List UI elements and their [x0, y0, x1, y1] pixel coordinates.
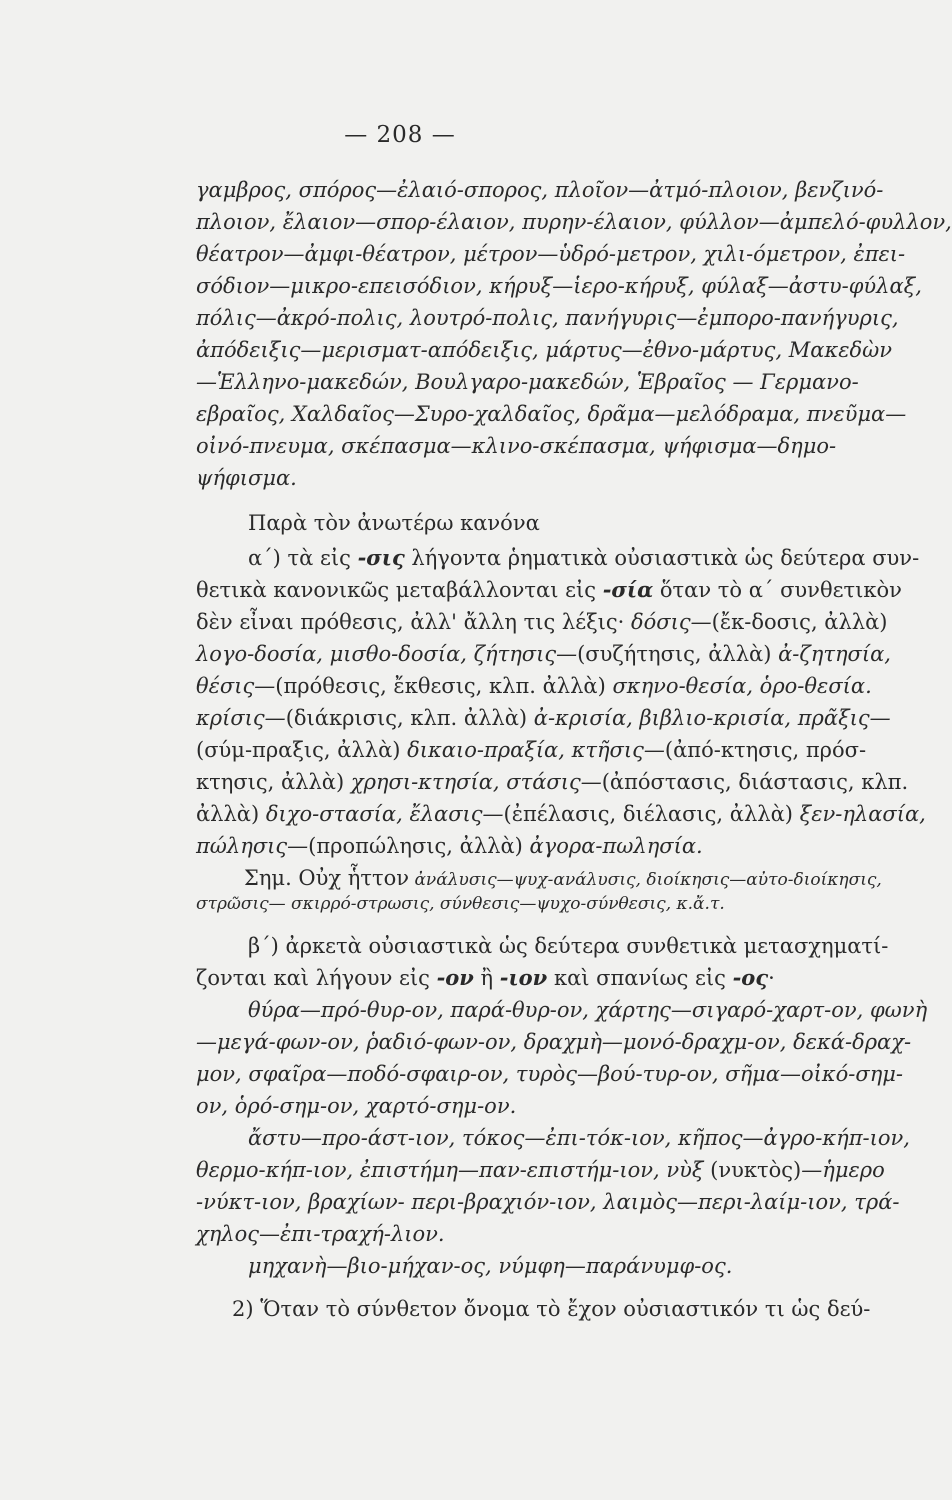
example-text: λογο-δοσία, μισθο-δοσία, ζήτησις— [196, 642, 578, 666]
rule-b-line: β΄) ἀρκετὰ οὐσιαστικὰ ὡς δεύτερα συνθετικὰ μετασχηματί- [248, 934, 889, 958]
example-line: μηχανὴ—βιο-μήχαν-ος, νύμφη—παράνυμφ-ος. [248, 1254, 733, 1278]
page-number: — 208 — [344, 122, 456, 148]
example-line: χηλος—ἐπι-τραχή-λιον. [196, 1222, 445, 1246]
example-text: διχο-στασία, ἔλασις— [259, 802, 504, 826]
suffix-term: -σία [602, 577, 654, 602]
note-line [244, 865, 952, 893]
rule-b-text: ζονται καὶ λήγουν εἰς [196, 966, 437, 990]
rule-b-text: ἢ [473, 966, 500, 990]
rule-a-line [196, 737, 916, 763]
rule-b-text: καὶ σπανίως εἰς [547, 966, 733, 990]
example-line [196, 1157, 916, 1183]
rule-a-text: (ἀπόστασις, διάστασις, κλπ. [601, 770, 909, 794]
text-line: ψήφισμα. [196, 466, 297, 490]
example-text: ἀ-κρισία, βιβλιο-κρισία, πρᾶξις— [527, 706, 891, 730]
rule-a-text: (ἐπέλασις, διέλασις, ἀλλὰ) [503, 802, 793, 826]
example-text: κρίσις— [196, 706, 286, 730]
text-line: σόδιον—μικρο-επεισόδιον, κήρυξ—ἱερο-κήρυξ, φύλαξ—ἀστυ-φύλαξ, [196, 274, 922, 298]
rule-a-text: (προπώλησις, ἀλλὰ) [308, 834, 523, 858]
example-text: ξεν-ηλασία, [792, 802, 926, 826]
rule-a-text: (ἀπό-κτησις, πρόσ- [664, 738, 867, 762]
example-line: -νύκτ-ιον, βραχίων- περι-βραχιόν-ιον, λαιμὸς—περι-λαίμ-ιον, τρά- [196, 1190, 900, 1214]
example-text: σκηνο-θεσία, ὁρο-θεσία. [605, 674, 872, 698]
rule-a-line [196, 801, 926, 827]
rule-a-line [196, 609, 916, 635]
rule-b-text: (νυκτὸς) [710, 1158, 802, 1182]
text-line: οἰνό-πνευμα, σκέπασμα—κλινο-σκέπασμα, ψήφισμα—δημο- [196, 434, 837, 458]
rule-a-text: (πρόθεσις, ἔκθεσις, κλπ. ἀλλὰ) [275, 674, 606, 698]
example-line: ἄστυ—προ-άστ-ιον, τόκος—ἐπι-τόκ-ιον, κῆπος—ἀγρο-κήπ-ιον, [248, 1126, 910, 1150]
example-line: —μεγά-φων-ον, ῥαδιό-φων-ον, δραχμὴ—μονό-δραχμ-ον, δεκά-δραχ- [196, 1030, 912, 1054]
example-text: δικαιο-πραξία, κτῆσις— [400, 738, 665, 762]
rule-a-text: (συζήτησις, ἀλλὰ) [577, 642, 772, 666]
example-line: ον, ὁρό-σημ-ον, χαρτό-σημ-ον. [196, 1094, 517, 1118]
rule-a-line [196, 673, 916, 699]
text-line: ἀπόδειξις—μερισματ-απόδειξις, μάρτυς—ἐθνο-μάρτυς, Μακεδὼν [196, 338, 893, 362]
rule-a-line [196, 705, 916, 731]
rule-a-line [196, 833, 916, 859]
rule-a-line [196, 641, 916, 667]
example-line: θύρα—πρό-θυρ-ον, παρά-θυρ-ον, χάρτης—σιγαρό-χαρτ-ον, φωνὴ [248, 998, 928, 1022]
example-text: θέσις— [196, 674, 276, 698]
rule-a-text: ὅταν τὸ α΄ συνθετικὸν [653, 578, 902, 602]
text-line: πλοιον, ἔλαιον—σπορ-έλαιον, πυρην-έλαιον, φύλλον—ἀμπελό-φυλλον, [196, 210, 952, 234]
text-line: πόλις—ἀκρό-πολις, λουτρό-πολις, πανήγυρις—ἐμπορο-πανήγυρις, [196, 306, 899, 330]
suffix-term: -ος [732, 965, 769, 990]
rule-b-text: · [768, 966, 775, 990]
example-text: —ἡμερο [801, 1158, 885, 1182]
rule-a-text: λήγοντα ῥηματικὰ οὐσιαστικὰ ὡς δεύτερα συν- [404, 546, 920, 570]
text-line: γαμβρος, σπόρος—ἐλαιό-σπορος, πλοῖον—ἀτμό-πλοιον, βενζινό- [196, 178, 884, 202]
example-text: πώλησις— [196, 834, 309, 858]
example-text: δόσις— [624, 610, 712, 634]
rule-a-text: (ἔκ-δοσις, ἀλλὰ) [711, 610, 888, 634]
note-label: Σημ. Οὐχ ἧττον [244, 866, 410, 890]
rule-2-line: 2) Ὅταν τὸ σύνθετον ὄνομα τὸ ἔχον οὐσιαστικόν τι ὡς δεύ- [232, 1297, 871, 1321]
suffix-term: -ον [436, 965, 474, 990]
example-text: ἀγορα-πωλησία. [522, 834, 703, 858]
rule-a-line [248, 545, 952, 571]
rule-a-text: θετικὰ κανονικῶς μεταβάλλονται εἰς [196, 578, 603, 602]
example-text: ἀ-ζητησία, [771, 642, 891, 666]
rule-a-line [196, 769, 916, 795]
suffix-term: -ιον [499, 965, 548, 990]
text-line: —Ἑλληνο-μακεδών, Βουλγαρο-μακεδών, Ἑβραῖος — Γερμανο- [196, 370, 859, 394]
rule-a-text: ἀλλὰ) [196, 802, 260, 826]
example-line: μον, σφαῖρα—ποδό-σφαιρ-ον, τυρὸς—βού-τυρ-ον, σῆμα—οἰκό-σημ- [196, 1062, 904, 1086]
text-line: θέατρον—ἀμφι-θέατρον, μέτρον—ὑδρό-μετρον, χιλι-όμετρον, ἐπει- [196, 242, 906, 266]
rule-a-line [196, 577, 916, 603]
rule-a-text: (διάκρισις, κλπ. ἀλλὰ) [285, 706, 528, 730]
example-text: χρησι-κτησία, στάσις— [344, 770, 602, 794]
note-line-2: στρῶσις— σκιρρό-στρωσις, σύνθεσις—ψυχο-σύνθεσις, κ.ἄ.τ. [196, 894, 725, 914]
rule-a-text: κτησις, ἀλλὰ) [196, 770, 345, 794]
example-text: θερμο-κήπ-ιον, ἐπιστήμη—παν-επιστήμ-ιον, νὺξ [196, 1158, 711, 1182]
text-line: εβραῖος, Χαλδαῖος—Συρο-χαλδαῖος, δρᾶμα—μελόδραμα, πνεῦμα— [196, 402, 907, 426]
rule-a-text: δὲν εἶναι πρόθεσις, ἀλλ' ἄλλη τις λέξις· [196, 610, 625, 634]
note-text: ἀνάλυσις—ψυχ-ανάλυσις, διοίκησις—αὐτο-διοίκησις, [409, 870, 882, 890]
rule-b-line [196, 965, 916, 991]
rule-intro: Παρὰ τὸν ἀνωτέρω κανόνα [248, 511, 540, 535]
rule-a-text: (σύμ-πραξις, ἀλλὰ) [196, 738, 401, 762]
suffix-term: -σις [357, 545, 405, 570]
rule-a-text: α΄) τὰ εἰς [248, 546, 358, 570]
